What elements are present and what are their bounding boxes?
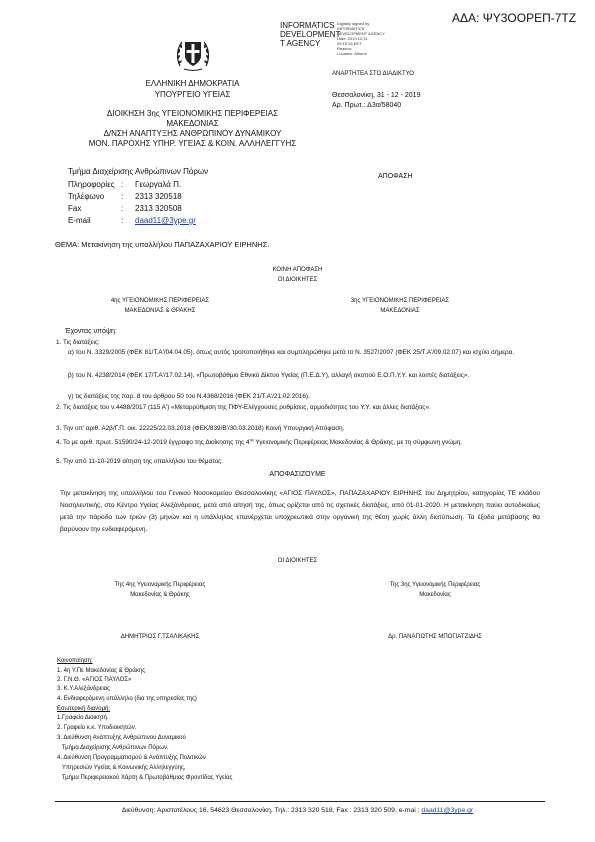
list-item: 3. Την υπ' αριθ. Α2β/Γ.Π. οικ. 22225/22.03.2018 (ΦΕΚ/839/Β'/30.03.2018) Κοινή Υπουργική Απόφαση. — [56, 425, 345, 432]
decision-text: Την μετακίνηση της υπαλλήλου του Γενικού Νοσοκομείου Θεσσαλονίκης «ΑΓΙΟΣ ΠΑΥΛΟΣ», ΠΑΠΑΖΑΧΑΡΙΟΥ ΕΙΡΗΝΗΣ του Δημητρίου, κατηγορίας ΤΕ κλάδου Νοσηλευτικής, στο Κέντρο Υγείας Αλεξάνδρειας, μετά από αίτησή της, όπως ορίζεται από τις σχετικές διατάξεις, από 01-01-2020. Η μετακίνηση παύει αυτοδικαίως μετά την πάροδο των τριών (3) μηνών και η υπάλληλος επανέρχεται υποχρεωτικά στην οργανική της θέση χωρίς άλλη διατύπωση. Τα έξοδα μετάβασης θα βαρύνουν την ενδιαφερόμενη. — [60, 490, 540, 533]
internet-posting-label: ΑΝΑΡΤΗΤΕΑ ΣΤΟ ΔΙΑΔΙΚΤΥΟ — [332, 71, 414, 77]
list-item: γ) τις διατάξεις της παρ. 8 του άρθρου 50 του Ν.4368/2016 (ΦΕΚ 21/Τ.Α'/21.02.2016). — [68, 393, 310, 400]
internal-distribution-heading: Εσωτερική διανομή: — [57, 706, 111, 712]
right-region-line: 3ης ΥΓΕΙΟΝΟΜΙΚΗΣ ΠΕΡΙΦΕΡΕΙΑΣ — [350, 298, 450, 304]
administration-line: ΜΑΚΕΔΟΝΙΑΣ — [166, 119, 219, 128]
contact-separator: : — [121, 216, 124, 225]
ida-line: DEVELOPMENT — [280, 30, 341, 39]
internal-distribution-item: 2. Γραφείο κ.κ. Υποδιοικητών. — [57, 725, 137, 731]
contact-separator: : — [121, 180, 124, 189]
notification-item: 2. Γ.Ν.Θ. «ΑΓΙΟΣ ΠΑΥΛΟΣ» — [57, 677, 132, 683]
contact-label: E-mail — [68, 216, 91, 225]
signatory-right-name: Δρ. ΠΑΝΑΓΙΩΤΗΣ ΜΠΟΓΙΑΤΖΙΔΗΣ — [388, 634, 482, 640]
ida-line: INFORMATICS — [280, 21, 335, 30]
list-item: β) του Ν. 4238/2014 (ΦΕΚ 17/Τ.Α'/17.02.14), «Πρωτοβάθμιο Εθνικό Δίκτυο Υγείας (Π.Ε.Δ.Υ), αλλαγή σκοπού Ε.Ο.Π.Υ.Υ. και λοιπές διατάξεις». — [68, 372, 470, 379]
greek-emblem-icon — [174, 36, 212, 72]
ida-detail: 09:19:15 EET — [337, 41, 362, 46]
notification-item: 4. Ενδιαφερόμενη υπάλληλο (δια της υπηρεσίας της) — [57, 696, 197, 702]
ida-signature-details — [337, 21, 385, 56]
footer-divider — [55, 801, 545, 802]
internal-distribution-item: Τμήμα Περιφερειακού Χάρτη & Πρωτοβάθμιας Φροντίδας Υγείας — [57, 775, 233, 781]
contact-separator: : — [121, 192, 124, 201]
ida-line: T AGENCY — [280, 39, 321, 48]
place-date: Θεσσαλονίκη, 31 - 12 - 2019 — [332, 92, 421, 99]
ida-signature — [280, 21, 340, 48]
republic-title: ΕΛΛΗΝΙΚΗ ΔΗΜΟΚΡΑΤΙΑ — [145, 79, 240, 88]
ida-detail: Reason: — [337, 46, 352, 51]
list-item: 5. Την από 11-10-2019 αίτηση της υπαλλήλου του θέματος. — [56, 458, 224, 465]
protocol-number: Αρ. Πρωτ.: Δ3α/58040 — [332, 102, 402, 109]
ida-detail: Date: 2019.12.31 — [337, 36, 368, 41]
contact-value: 2313 320508 — [135, 204, 182, 213]
administration-line: Δ/ΝΣΗ ΑΝΑΠΤΥΞΗΣ ΑΝΘΡΩΠΙΝΟΥ ΔΥΝΑΜΙΚΟΥ — [103, 129, 282, 138]
ida-detail: Digitally signed by — [337, 21, 370, 26]
notification-item: 3. Κ.Υ.Αλεξάνδρειας — [57, 686, 111, 692]
decision-label: ΑΠΟΦΑΣΗ — [378, 173, 413, 180]
signature-right-line: Της 3ης Υγειονομικής Περιφέρειας — [389, 582, 481, 588]
contact-label: Τηλέφωνο — [68, 192, 105, 201]
administrators-title: ΟΙ ΔΙΟΙΚΗΤΕΣ — [277, 277, 318, 283]
list-item: 2. Τις διατάξεις του ν.4488/2017 (115 Α') «Μεταρρύθμιση της ΠΦΥ-Ελέγχουσες ρυθμίσεις, αρμοδιότητες του Υ.Υ. και άλλες διατάξεις». — [56, 404, 431, 411]
email-link[interactable]: daad11@3ype.gr — [135, 216, 196, 225]
list-item-text: Υγειονομικής Περιφέρειας Μακεδονίας & Θράκης, με τη σύμφωνη γνώμη. — [253, 439, 463, 447]
considering-heading: Έχοντας υπόψη: — [65, 328, 117, 335]
ministry-title: ΥΠΟΥΡΓΕΙΟ ΥΓΕΙΑΣ — [154, 90, 231, 99]
contact-label: Fax — [68, 204, 82, 213]
subject-line: ΘΕΜΑ: Μετακίνηση της υπαλλήλου ΠΑΠΑΖΑΧΑΡΙΟΥ ΕΙΡΗΝΗΣ. — [55, 240, 270, 249]
ada-code: ΑΔΑ: ΨΥ3ΟΟΡΕΠ-7ΤΖ — [452, 11, 577, 25]
list-item: 1. Τις διατάξεις: — [56, 339, 100, 346]
signature-right-line: Μακεδονίας — [419, 592, 451, 598]
ida-detail: Location: Athens — [337, 51, 367, 56]
department-name: Τμήμα Διαχείρισης Ανθρώπινων Πόρων — [68, 167, 209, 176]
left-region-line: 4ης ΥΓΕΙΟΝΟΜΙΚΗΣ ΠΕΡΙΦΕΡΕΙΑΣ — [110, 298, 210, 304]
we-decide-heading: ΑΠΟΦΑΣΙΖΟΥΜΕ — [269, 471, 326, 478]
signatures-title: ΟΙ ΔΙΟΙΚΗΤΕΣ — [277, 558, 318, 564]
right-region-line: ΜΑΚΕΔΟΝΙΑΣ — [380, 308, 420, 314]
joint-decision-title: ΚΟΙΝΗ ΑΠΟΦΑΣΗ — [272, 267, 323, 273]
administration-line: ΔΙΟΙΚΗΣΗ 3ης ΥΓΕΙΟΝΟΜΙΚΗΣ ΠΕΡΙΦΕΡΕΙΑΣ — [106, 109, 279, 118]
list-item: α) του Ν. 3329/2005 (ΦΕΚ 81/Τ.Α'/04.04.05), όπως αυτός τροποποιήθηκε και συμπληρώθηκε μετά το Ν. 3527/2007 (ΦΕΚ 25/Τ.Α'/09.02.07) και ισχύει σήμερα. — [68, 349, 515, 356]
notification-heading: Κοινοποίηση: — [57, 658, 93, 664]
contact-value: Γεωργαλά Π. — [135, 180, 182, 189]
list-item — [56, 436, 544, 448]
ordinal-suffix: ης — [249, 437, 254, 442]
ida-detail: INFORMATICS — [337, 26, 365, 31]
contact-label: Πληροφορίες — [68, 180, 115, 189]
contact-separator: : — [121, 204, 124, 213]
internal-distribution-item: 1.Γραφείο Διοικητή. — [57, 715, 109, 721]
internal-distribution-item: Τμήμα Διαχείρισης Ανθρώπινων Πόρων. — [57, 745, 169, 751]
internal-distribution-item: 4. Διεύθυνση Προγραμματισμού & Ανάπτυξης Πολιτικών — [57, 755, 206, 761]
signature-left-line: Μακεδονίας & Θράκης — [130, 592, 190, 598]
footer-email-link[interactable]: daad11@3ype.gr — [421, 807, 474, 814]
administration-line: ΜΟΝ. ΠΑΡΟΧΗΣ ΥΠΗΡ. ΥΓΕΙΑΣ & ΚΟΙΝ. ΑΛΛΗΛΕΓΓΥΗΣ — [88, 139, 297, 148]
signature-left-line: Της 4ης Υγειονομικής Περιφέρειας — [114, 582, 206, 588]
footer-text: Διεύθυνση: Αριστοτέλους 16, 54623 Θεσσαλονίκη, Τηλ.: 2313 320 518, Fax : 2313 320 509, e-mai : — [121, 807, 422, 814]
footer-address — [0, 806, 595, 815]
notification-item: 1. 4η Υ.Πε Μακεδονίας & Θράκης — [57, 668, 146, 674]
internal-distribution-item: Υπηρεσιών Υγείας & Κοινωνικής Αλληλεγγύης, — [57, 765, 186, 771]
ida-detail: DEVELOPMENT AGENCY — [337, 31, 385, 36]
list-item-text: 4. Το με αριθ. πρωτ. 51590/24-12-2019 έγγραφο της Διοίκησης της 4 — [56, 439, 250, 447]
internal-distribution-item: 3. Διεύθυνση Ανάπτυξης Ανθρώπινου Δυναμικού — [57, 735, 186, 741]
contact-value: 2313 320518 — [135, 192, 182, 201]
signatory-left-name: ΔΗΜΗΤΡΙΟΣ Γ.ΤΣΑΛΙΚΑΚΗΣ — [120, 634, 200, 640]
left-region-line: ΜΑΚΕΔΟΝΙΑΣ & ΘΡΑΚΗΣ — [124, 308, 196, 314]
